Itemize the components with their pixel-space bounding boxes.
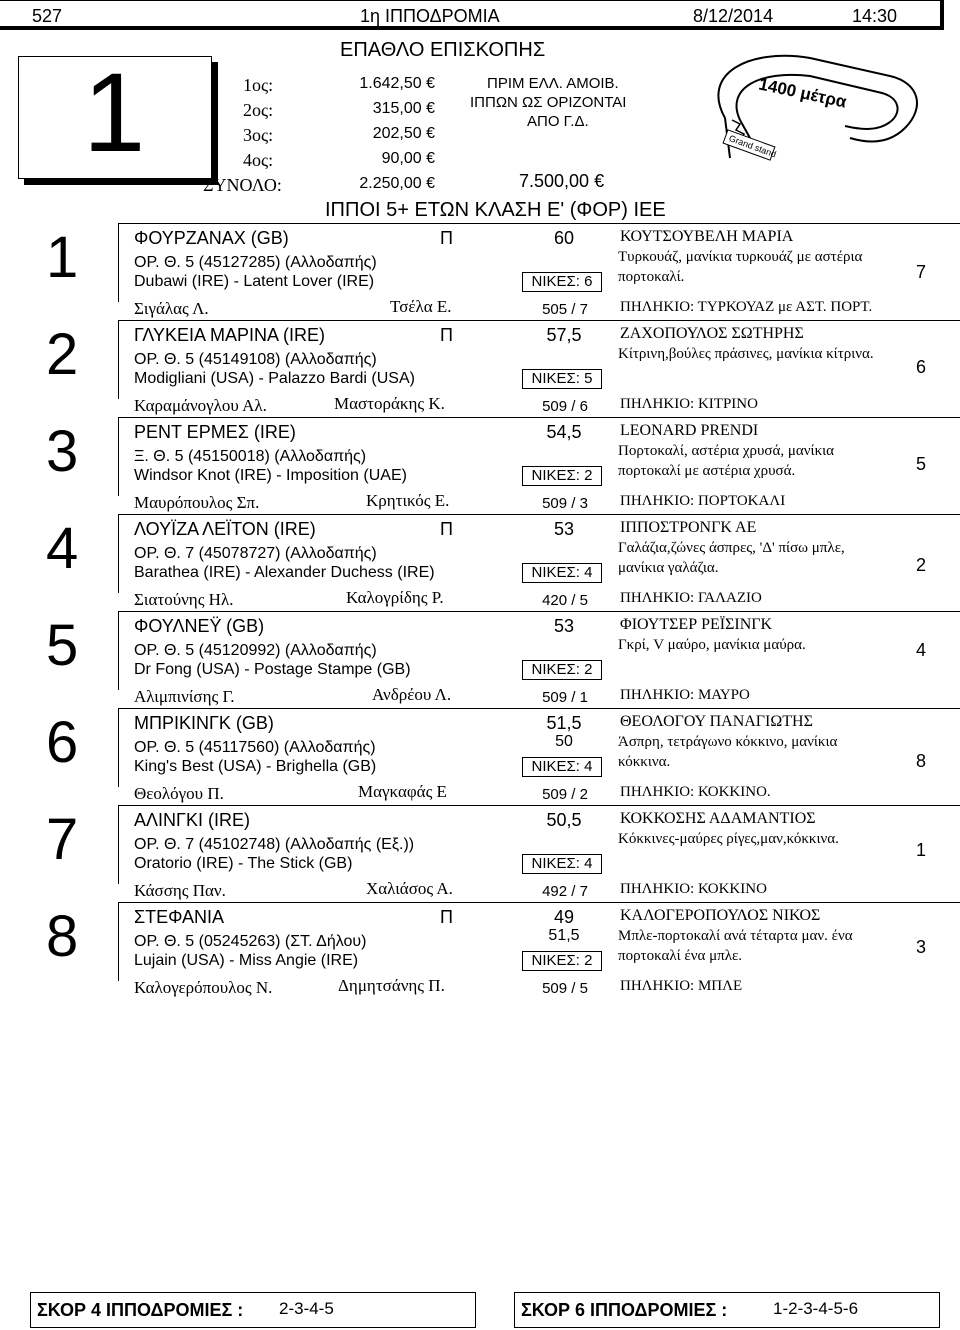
horse-info: ΟΡ. Θ. 7 (45078727) (Αλλοδαπής) (134, 545, 377, 562)
silk-colors: ΠΗΛΗΚΙΟ: ΠΟΡΤΟΚΑΛΙ (620, 493, 786, 509)
horse-name: ΦΟΥΛΝΕΫ (GB) (134, 616, 265, 636)
horse-number: 8 (46, 904, 79, 969)
silk-description: Κόκκινες-μαύρες ρίγες,μαν,κόκκινα. (618, 831, 839, 847)
horse-stats: 509 / 3 (542, 495, 588, 512)
horse-info: ΟΡ. Θ. 7 (45102748) (Αλλοδαπής (Εξ.)) (134, 836, 415, 853)
race-number-box (18, 50, 212, 179)
horse-wins: ΝΙΚΕΣ: 4 (522, 757, 602, 777)
horse-row (0, 711, 960, 807)
trainer-name: Μαγκαφάς Ε (358, 782, 447, 801)
horse-wins: ΝΙΚΕΣ: 6 (522, 272, 602, 292)
race-title: 1η ΙΠΠΟΔΡΟΜΙΑ (360, 6, 500, 26)
row-divider (118, 708, 960, 709)
horse-pedigree: Lujain (USA) - Miss Angie (IRE) (134, 952, 359, 969)
horse-pedigree: Oratorio (IRE) - The Stick (GB) (134, 855, 353, 872)
row-divider (118, 417, 960, 418)
row-divider-vertical (118, 902, 119, 981)
horse-sex: Π (440, 907, 453, 927)
horse-info: ΟΡ. Θ. 5 (45120992) (Αλλοδαπής) (134, 642, 377, 659)
jockey-name: Μαυρόπουλος Σπ. (134, 493, 260, 512)
horse-wins: ΝΙΚΕΣ: 2 (522, 660, 602, 680)
jockey-name: Καλογερόπουλος Ν. (134, 978, 273, 997)
horse-name: ΓΛΥΚΕΙΑ ΜΑΡΙΝΑ (IRE) (134, 325, 325, 345)
prize-value-2: 315,00 € (372, 100, 435, 117)
horse-row (0, 808, 960, 904)
race-conditions: ΙΠΠΟΙ 5+ ΕΤΩΝ ΚΛΑΣΗ Ε' (ΦΟΡ) ΙΕΕ (325, 199, 666, 221)
score4-box (30, 1292, 476, 1328)
row-divider-vertical (118, 708, 119, 787)
horse-odds: 3 (916, 937, 927, 957)
horse-pedigree: Modigliani (USA) - Palazzo Bardi (USA) (134, 370, 415, 387)
horse-row (0, 420, 960, 516)
score4-value: 2-3-4-5 (279, 1299, 334, 1318)
score6-label: ΣΚΟΡ 6 ΙΠΠΟΔΡΟΜΙΕΣ : (521, 1300, 728, 1320)
jockey-name: Σιατούνης Ηλ. (134, 590, 234, 609)
owner-name: ΚΑΛΟΓΕΡΟΠΟΥΛΟΣ ΝΙΚΟΣ (620, 907, 821, 924)
row-divider (118, 805, 960, 806)
horse-odds: 7 (916, 262, 927, 282)
horse-weight: 60 (553, 228, 575, 248)
horse-sex: Π (440, 519, 453, 539)
bonus-total: 7.500,00 € (519, 171, 605, 191)
row-divider (118, 320, 960, 321)
race-name: ΕΠΑΘΛΟ ΕΠΙΣΚΟΠΗΣ (340, 39, 546, 61)
horse-row (0, 614, 960, 710)
horse-wins: ΝΙΚΕΣ: 4 (522, 563, 602, 583)
horse-stats: 509 / 5 (542, 980, 588, 997)
row-divider-vertical (118, 320, 119, 399)
horse-odds: 4 (916, 640, 927, 660)
silk-colors: ΠΗΛΗΚΙΟ: ΚΟΚΚΙΝΟ (620, 881, 767, 897)
horse-weight-alt: 51,5 (548, 927, 580, 944)
horse-info: ΟΡ. Θ. 5 (45149108) (Αλλοδαπής) (134, 351, 377, 368)
trainer-name: Τσέλα Ε. (390, 297, 452, 316)
horse-weight: 53 (553, 616, 575, 636)
horse-weight: 50,5 (546, 810, 582, 830)
horse-weight: 57,5 (546, 325, 582, 345)
prize-value-1: 1.642,50 € (359, 75, 435, 92)
owner-name: ΘΕΟΛΟΓΟΥ ΠΑΝΑΓΙΩΤΗΣ (620, 713, 813, 730)
horse-info: ΟΡ. Θ. 5 (05245263) (ΣΤ. Δήλου) (134, 933, 367, 950)
prize-label-1: 1ος: (243, 75, 274, 95)
horse-name: ΑΛΙΝΓΚΙ (IRE) (134, 810, 250, 830)
page-number: 527 (32, 6, 63, 26)
track-diagram (670, 38, 930, 168)
trainer-name: Καλογρίδης Ρ. (346, 588, 444, 607)
horse-name: ΛΟΥΪΖΑ ΛΕΪΤΟΝ (IRE) (134, 519, 316, 539)
jockey-name: Θεολόγου Π. (134, 784, 224, 803)
horse-sex: Π (440, 228, 453, 248)
horse-row (0, 517, 960, 613)
horse-odds: 5 (916, 454, 927, 474)
jockey-name: Κάσσης Παν. (134, 881, 226, 900)
silk-description: Γκρί, V μαύρο, μανίκια μαύρα. (618, 637, 806, 653)
horse-number: 5 (46, 613, 79, 678)
silk-colors: ΠΗΛΗΚΙΟ: ΚΙΤΡΙΝΟ (620, 396, 758, 412)
horse-number: 3 (46, 419, 79, 484)
race-number: 1 (83, 50, 146, 175)
horse-number: 7 (46, 807, 79, 872)
horse-wins: ΝΙΚΕΣ: 2 (522, 466, 602, 486)
horse-stats: 505 / 7 (542, 301, 588, 318)
row-divider-vertical (118, 417, 119, 496)
score6-value: 1-2-3-4-5-6 (773, 1299, 859, 1318)
horse-name: ΣΤΕΦΑΝΙΑ (134, 907, 224, 927)
row-divider-vertical (118, 514, 119, 593)
horse-row (0, 323, 960, 419)
horse-weight-alt: 50 (555, 733, 573, 750)
row-divider (118, 223, 960, 224)
bonus-line-1: ΠΡΙΜ ΕΛΛ. ΑΜΟΙΒ. (487, 75, 619, 92)
horse-odds: 1 (916, 840, 927, 860)
horse-info: ΟΡ. Θ. 5 (45117560) (Αλλοδαπής) (134, 739, 376, 756)
horse-stats: 509 / 2 (542, 786, 588, 803)
jockey-name: Σιγάλας Λ. (134, 299, 209, 318)
bonus-line-2: ΙΠΠΩΝ ΩΣ ΟΡΙΖΟΝΤΑΙ (470, 94, 627, 111)
race-time: 14:30 (852, 6, 898, 26)
race-date: 8/12/2014 (693, 6, 774, 26)
owner-name: ΚΟΥΤΣΟΥΒΕΛΗ ΜΑΡΙΑ (620, 228, 794, 245)
horse-stats: 509 / 6 (542, 398, 588, 415)
silk-colors: ΠΗΛΗΚΙΟ: ΓΑΛΑΖΙΟ (620, 590, 762, 606)
row-divider-vertical (118, 611, 119, 690)
horse-stats: 492 / 7 (542, 883, 588, 900)
jockey-name: Αλιμπινίσης Γ. (134, 687, 235, 706)
horse-number: 6 (46, 710, 79, 775)
trainer-name: Κρητικός Ε. (366, 491, 450, 510)
trainer-name: Ανδρέου Λ. (372, 685, 452, 704)
silk-colors: ΠΗΛΗΚΙΟ: ΜΠΛΕ (620, 978, 743, 994)
score6-box (514, 1292, 940, 1328)
row-divider-vertical (118, 223, 119, 302)
horse-info: Ξ. Θ. 5 (45150018) (Αλλοδαπής) (134, 448, 367, 465)
trainer-name: Χαλιάσος Α. (366, 879, 453, 898)
prize-total-value: 2.250,00 € (359, 175, 435, 192)
silk-description: Μπλε-πορτοκαλί ανά τέταρτα μαν. ένα πορτοκαλί ένα μπλε. (618, 928, 853, 964)
horse-name: ΜΠΡΙΚΙΝΓΚ (GB) (134, 713, 274, 733)
horse-wins: ΝΙΚΕΣ: 4 (522, 854, 602, 874)
horse-number: 4 (46, 516, 79, 581)
horse-weight: 49 (553, 907, 575, 927)
silk-description: Γαλάζια,ζώνες άσπρες, 'Δ' πίσω μπλε, μανίκια γαλάζια. (618, 540, 845, 576)
prize-total-label: ΣΥΝΟΛΟ: (203, 175, 282, 195)
owner-name: ΚΟΚΚΟΣΗΣ ΑΔΑΜΑΝΤΙΟΣ (620, 810, 816, 827)
prize-label-3: 3ος: (243, 125, 274, 145)
owner-name: LEONARD PRENDI (620, 422, 759, 439)
horse-row (0, 905, 960, 1001)
horse-weight: 54,5 (546, 422, 582, 442)
grand-stand-label: Grand stand (727, 133, 778, 160)
trainer-name: Δημητσάνης Π. (338, 976, 445, 995)
horse-weight: 53 (553, 519, 575, 539)
horse-odds: 2 (916, 555, 927, 575)
prize-label-4: 4ος: (243, 150, 274, 170)
score4-label: ΣΚΟΡ 4 ΙΠΠΟΔΡΟΜΙΕΣ : (37, 1300, 244, 1320)
silk-description: Πορτοκαλί, αστέρια χρυσά, μανίκια πορτοκαλί με αστέρια χρυσά. (618, 443, 835, 479)
bonus-line-3: ΑΠΟ Γ.Δ. (527, 113, 589, 130)
horse-name: ΦΟΥΡΖΑΝΑΧ (GB) (134, 228, 289, 248)
horse-pedigree: Barathea (IRE) - Alexander Duchess (IRE) (134, 564, 435, 581)
distance-label: 1400 μέτρα (757, 74, 849, 112)
owner-name: ΦΙΟΥΤΣΕΡ ΡΕΪΣΙΝΓΚ (620, 616, 773, 633)
horse-pedigree: Dr Fong (USA) - Postage Stampe (GB) (134, 661, 411, 678)
horse-wins: ΝΙΚΕΣ: 2 (522, 951, 602, 971)
silk-description: Τυρκουάζ, μανίκια τυρκουάζ με αστέρια πορτοκαλί. (618, 249, 863, 285)
prize-value-4: 90,00 € (381, 150, 435, 167)
horse-info: ΟΡ. Θ. 5 (45127285) (Αλλοδαπής) (134, 254, 377, 271)
horse-pedigree: King's Best (USA) - Brighella (GB) (134, 758, 377, 775)
horse-sex: Π (440, 325, 453, 345)
silk-description: Κίτρινη,βούλες πράσινες, μανίκια κίτρινα. (618, 346, 874, 362)
owner-name: ΖΑΧΟΠΟΥΛΟΣ ΣΩΤΗΡΗΣ (620, 325, 804, 342)
horse-stats: 420 / 5 (542, 592, 588, 609)
horse-number: 1 (46, 225, 79, 290)
owner-name: ΙΠΠΟΣΤΡΟΝΓΚ ΑΕ (620, 519, 757, 536)
silk-colors: ΠΗΛΗΚΙΟ: ΤΥΡΚΟΥΑΖ με ΑΣΤ. ΠΟΡΤ. (620, 299, 873, 315)
silk-colors: ΠΗΛΗΚΙΟ: ΚΟΚΚΙΝΟ. (620, 784, 771, 800)
horse-pedigree: Windsor Knot (IRE) - Imposition (UAE) (134, 467, 407, 484)
prize-value-3: 202,50 € (372, 125, 435, 142)
horse-name: ΡΕΝΤ ΕΡΜΕΣ (IRE) (134, 422, 296, 442)
horse-number: 2 (46, 322, 79, 387)
horse-odds: 6 (916, 357, 927, 377)
horse-row (0, 226, 960, 322)
row-divider-vertical (118, 805, 119, 884)
horse-pedigree: Dubawi (IRE) - Latent Lover (IRE) (134, 273, 375, 290)
row-divider (118, 902, 960, 903)
silk-colors: ΠΗΛΗΚΙΟ: ΜΑΥΡΟ (620, 687, 750, 703)
prize-label-2: 2ος: (243, 100, 274, 120)
horse-wins: ΝΙΚΕΣ: 5 (522, 369, 602, 389)
silk-description: Άσπρη, τετράγωνο κόκκινο, μανίκια κόκκινα. (618, 734, 838, 770)
horse-odds: 8 (916, 751, 927, 771)
jockey-name: Καραμάνογλου Αλ. (134, 396, 267, 415)
horse-weight: 51,5 (546, 713, 582, 733)
row-divider (118, 611, 960, 612)
trainer-name: Μαστοράκης Κ. (334, 394, 445, 413)
header-bar (0, 0, 944, 30)
horse-stats: 509 / 1 (542, 689, 588, 706)
row-divider (118, 514, 960, 515)
